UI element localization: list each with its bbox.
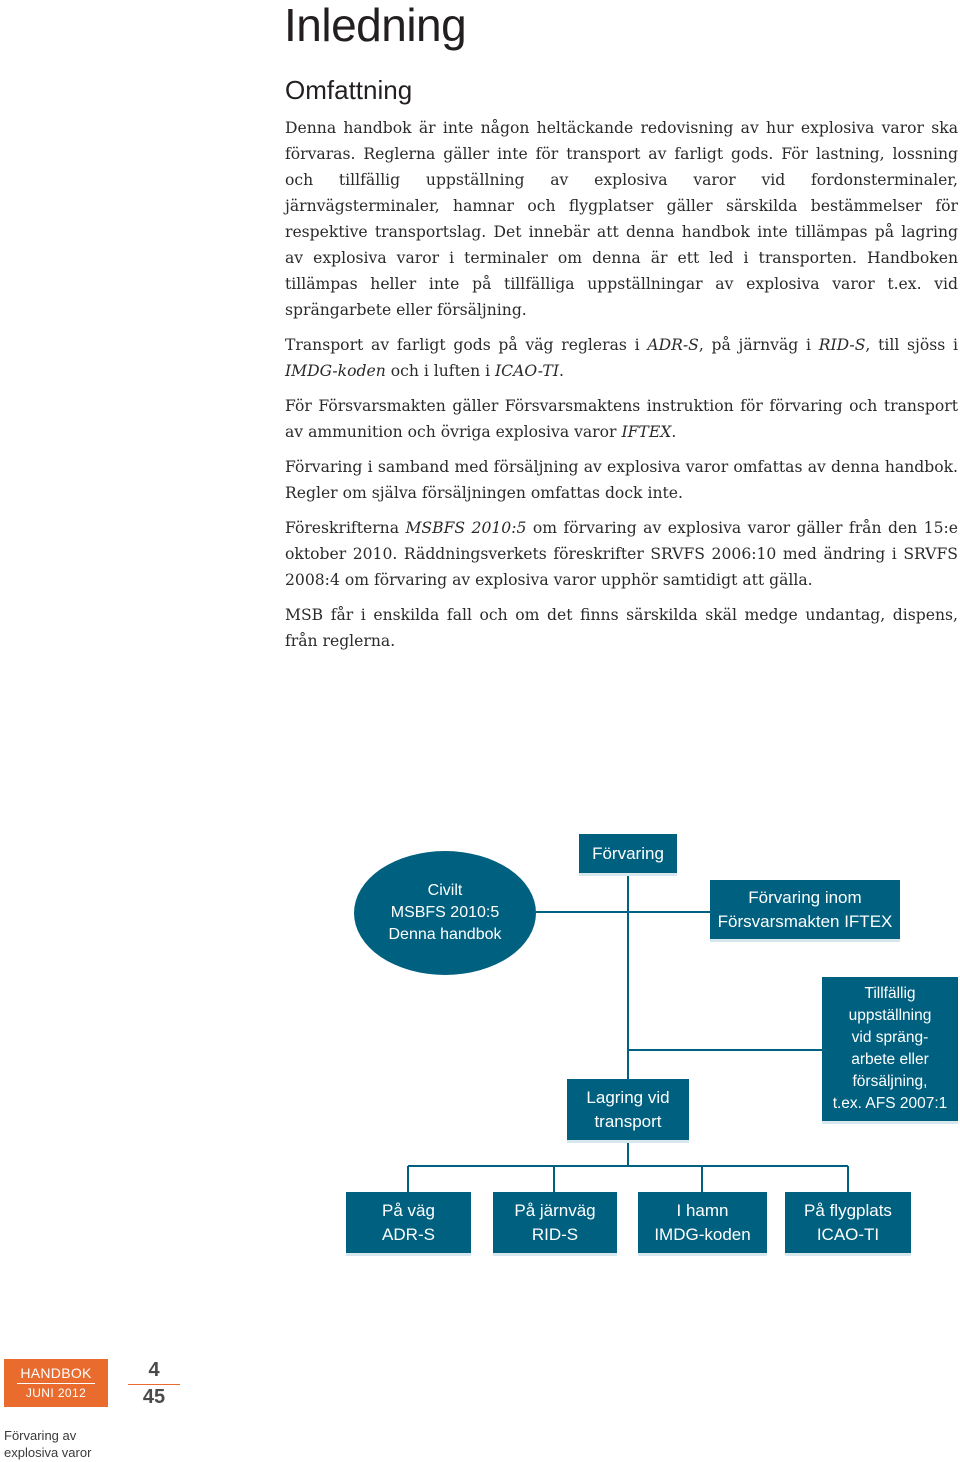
diagram-military-label: Förvaring inom Försvarsmakten IFTEX <box>717 887 893 931</box>
page-title: Inledning <box>284 0 467 51</box>
diagram-temporary-box <box>822 977 958 1124</box>
paragraph-2 <box>285 332 958 384</box>
paragraph-text: Denna handbok är inte någon heltäckande redovisning av hur explosiva varor ska förvaras. Reglerna gäller inte för transport av farligt gods. För lastning, lossning och tillfällig uppställning av explosiva varor vid fordonsterminaler, järnvägsterminaler, hamnar och flygplatser gäller särskilda bestämmelser för respektive transportslag. Det innebär att denna handbok inte tillämpas på lagring av explosiva varor i terminaler om denna är ett led i transporten. Handboken tillämpas heller inte på tillfälliga uppställningar av explosiva varor t.ex. vid sprängarbete eller försäljning. <box>285 119 958 319</box>
paragraph-text: Förvaring i samband med försäljning av explosiva varor omfattas av denna handbok. Regler om själva försäljningen omfattas dock inte. <box>285 458 958 502</box>
paragraph-text: . <box>559 362 564 380</box>
diagram-civil-ellipse <box>354 851 536 975</box>
diagram-root-box <box>579 834 677 876</box>
diagram-rail-label: På järnväg RID-S <box>514 1200 596 1244</box>
italic-reference: IMDG-koden <box>285 362 386 380</box>
handbok-label: HANDBOK <box>20 1365 92 1381</box>
paragraph-text: , till sjöss i <box>865 336 958 354</box>
italic-reference: ICAO-TI <box>495 362 559 380</box>
diagram-airport-box <box>785 1192 911 1256</box>
paragraph-text: . <box>671 423 677 441</box>
handbok-rule <box>17 1383 95 1384</box>
diagram-transport-storage-label: Lagring vid transport <box>586 1087 670 1131</box>
paragraph-text: , på järnväg i <box>698 336 819 354</box>
italic-reference: ADR-S <box>647 336 699 354</box>
diagram-transport-storage-box <box>567 1079 689 1143</box>
diagram-road-box <box>346 1192 471 1256</box>
page-number-current: 4 <box>148 1359 160 1381</box>
diagram-harbour-box <box>638 1192 767 1256</box>
paragraph-text: Föreskrifterna <box>285 519 406 537</box>
page-number-rule <box>128 1384 180 1385</box>
paragraph-5 <box>285 515 958 593</box>
diagram-harbour-label: I hamn IMDG-koden <box>654 1200 751 1244</box>
diagram-temporary-label: Tillfällig uppställning vid spräng- arbete eller försäljning, t.ex. AFS 2007:1 <box>832 985 948 1112</box>
handbok-badge <box>4 1359 108 1407</box>
paragraph-text: Transport av farligt gods på väg regleras i <box>285 336 648 354</box>
diagram-military-box <box>710 880 900 942</box>
paragraph-text: om förvaring av explosiva varor gäller från den 15:e oktober 2010. Räddningsverkets föreskrifter SRVFS 2006:10 med ändring i SRVFS 2008:4 om förvaring av explosiva varor upphör samtidigt att gälla. <box>285 519 958 589</box>
paragraph-text: och i luften i <box>385 362 496 380</box>
paragraph-text: MSB får i enskilda fall och om det finns särskilda skäl medge undantag, dispens, från reglerna. <box>285 606 958 650</box>
paragraph-1 <box>285 115 958 323</box>
footer-doc-title: Förvaring av explosiva varor <box>4 1428 92 1460</box>
paragraph-6 <box>285 602 958 654</box>
page-number-total: 45 <box>142 1386 166 1408</box>
diagram-root-label: Förvaring <box>592 843 664 863</box>
paragraph-3 <box>285 393 958 445</box>
handbok-date: JUNI 2012 <box>25 1386 87 1400</box>
paragraph-4 <box>285 454 958 506</box>
italic-reference: IFTEX <box>621 423 672 441</box>
body-text <box>285 115 958 663</box>
diagram-rail-box <box>493 1192 617 1256</box>
diagram-road-label: På väg ADR-S <box>382 1200 435 1244</box>
diagram-airport-label: På flygplats ICAO-TI <box>804 1200 892 1244</box>
section-heading: Omfattning <box>285 75 413 105</box>
italic-reference: MSBFS 2010:5 <box>405 519 527 537</box>
paragraph-text: För Försvarsmakten gäller Försvarsmaktens instruktion för förvaring och transport av ammunition och övriga explosiva varor <box>285 397 958 441</box>
diagram-civil-label: Civilt MSBFS 2010:5 Denna handbok <box>388 882 502 943</box>
italic-reference: RID-S <box>818 336 866 354</box>
